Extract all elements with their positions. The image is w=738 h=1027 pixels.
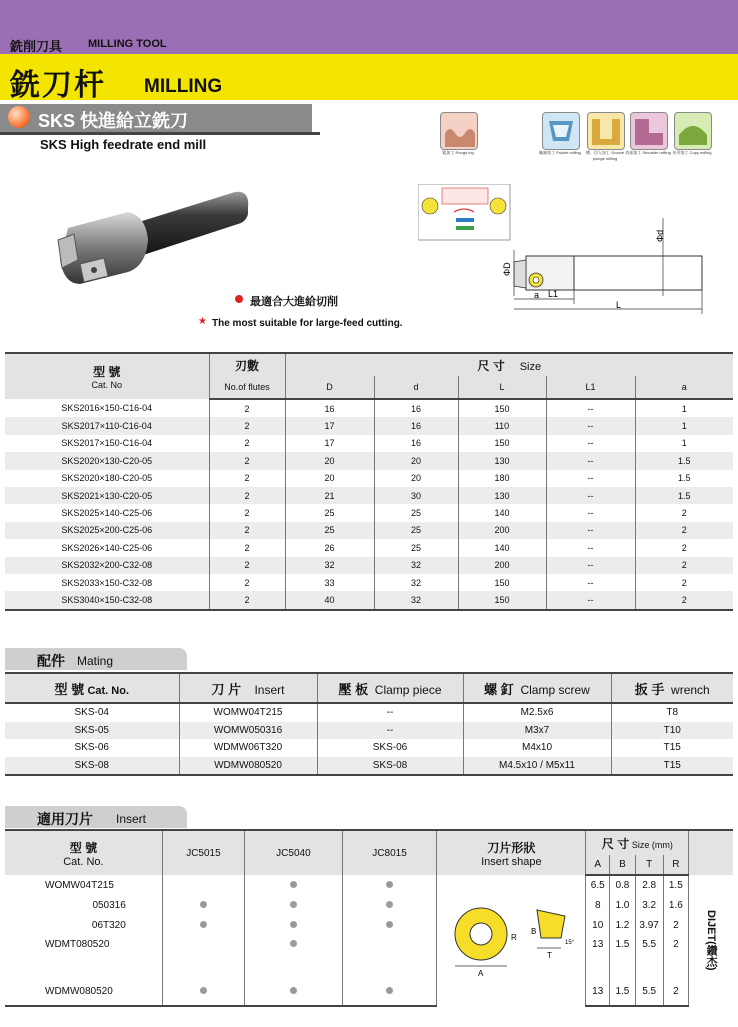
table-row [5,557,733,574]
cell-l1: -- [546,452,635,469]
shape-label-t: T [547,951,553,960]
table-row [5,739,733,757]
col-a: a [635,376,733,399]
cell-model: SKS2032×200-C32-08 [5,557,209,574]
bullet-ball-icon [8,106,30,128]
star-icon: ★ [198,316,207,327]
cell-model: SKS2026×140-C25-06 [5,539,209,556]
cell-d: 16 [374,417,458,434]
subtitle-bar-tip [296,104,312,132]
side-label-head [689,830,733,875]
cell-size-t: 5.5 [635,935,663,977]
cell-model: SKS-08 [5,757,179,776]
cell-size-r: 1.5 [663,875,689,895]
availability-dot-icon [200,921,207,928]
cell-d: 32 [374,591,458,609]
cell-screw: M4.5x10 / M5x11 [463,757,611,776]
cell-l: 150 [458,574,546,591]
cell-size-r: 2 [663,935,689,977]
table-row [5,915,733,935]
cell-grade [245,895,343,915]
cell-flutes: 2 [209,487,285,504]
groove-plunge-milling-icon [587,112,625,150]
cell-l1: -- [546,487,635,504]
insert-col-shape: 刀片形狀 Insert shape [437,830,586,875]
cell-grade [162,977,244,1006]
cell-grade [342,977,437,1006]
cell-grade [162,935,244,977]
cell-size-t: 3.2 [635,895,663,915]
header-band-yellow [0,54,738,100]
cell-flutes: 2 [209,399,285,417]
cell-size-a: 10 [586,915,610,935]
availability-dot-icon [200,987,207,994]
cell-l: 150 [458,399,546,417]
col-d: d [374,376,458,399]
cell-size-a: 13 [586,977,610,1006]
cell-d: 25 [285,504,374,521]
grade-jc5040: JC5040 [245,830,343,875]
shape-label-r: R [511,933,518,942]
size-col-T: T [635,855,663,875]
cell-d: 16 [374,435,458,452]
cell-model: SKS2020×180-C20-05 [5,470,209,487]
cell-l: 130 [458,487,546,504]
cell-flutes: 2 [209,574,285,591]
note-en: The most suitable for large-feed cutting. [212,318,403,329]
availability-dot-icon [290,901,297,908]
label-a: a [534,290,540,300]
table-row [5,875,733,895]
cell-l: 110 [458,417,546,434]
cell-l: 130 [458,452,546,469]
cell-size-r: 2 [663,977,689,1006]
shape-label-angle: 15° [565,940,575,946]
cell-grade [162,915,244,935]
cell-model: SKS2016×150-C16-04 [5,399,209,417]
cell-wrench: T10 [611,722,733,740]
pocket-milling-icon [542,112,580,150]
mating-col-insert: 刀 片 Insert [179,673,317,703]
cell-a: 1 [635,417,733,434]
availability-dot-icon [386,921,393,928]
cell-clamp: SKS-06 [317,739,463,757]
cell-d: 32 [285,557,374,574]
cell-a: 2 [635,574,733,591]
cell-model: SKS2025×140-C25-06 [5,504,209,521]
insert-shape-cell [437,875,586,1006]
cell-a: 2 [635,591,733,609]
table-row [5,539,733,556]
cell-insert: WDMW06T320 [179,739,317,757]
label-L: L [616,300,622,310]
shoulder-milling-icon [630,112,668,150]
side-brand-label [689,875,733,1006]
col-L1: L1 [546,376,635,399]
cell-l1: -- [546,557,635,574]
size-col-A: A [586,855,610,875]
cell-size-r: 1.6 [663,895,689,915]
table-row [5,977,733,1006]
page-title-cn: 銑刀杆 [10,69,106,102]
insert-shape-drawing [441,894,581,984]
size-col-B: B [610,855,636,875]
cell-a: 1.5 [635,487,733,504]
mating-table [5,672,733,776]
cell-d: 26 [285,539,374,556]
op-label: 槽、切入加工 Groove plunge milling [585,150,625,161]
table-row [5,895,733,915]
copy-milling-icon [674,112,712,150]
cell-grade [245,935,343,977]
product-title: SKS 快進給立銑刀 [38,111,189,131]
table-row [5,487,733,504]
cell-a: 2 [635,539,733,556]
cell-flutes: 2 [209,591,285,609]
cell-size-b: 1.5 [610,935,636,977]
cell-l1: -- [546,399,635,417]
cell-a: 2 [635,557,733,574]
cell-screw: M3x7 [463,722,611,740]
cell-d: 25 [374,504,458,521]
cell-insert: WOMW04T215 [179,703,317,722]
cell-d: 17 [285,417,374,434]
table-row [5,452,733,469]
insert-tab: 適用刀片 Insert [5,806,187,828]
mating-tab: 配件 Mating [5,648,187,670]
cell-l1: -- [546,522,635,539]
cell-size-b: 1.0 [610,895,636,915]
table-row [5,591,733,609]
cell-wrench: T15 [611,757,733,776]
brand-label: DIJET(鑽杰) [705,910,718,971]
cell-flutes: 2 [209,452,285,469]
table-row [5,935,733,977]
cell-l: 200 [458,557,546,574]
cell-l1: -- [546,591,635,609]
cell-l: 140 [458,504,546,521]
cell-d: 25 [285,522,374,539]
cell-screw: M4x10 [463,739,611,757]
cell-screw: M2.5x6 [463,703,611,722]
cell-model: 06T320 [91,919,126,931]
cell-d: 21 [285,487,374,504]
cell-d: 17 [285,435,374,452]
cell-size-b: 1.5 [610,977,636,1006]
cell-model: WDMT080520 [45,939,110,950]
table-row [5,470,733,487]
label-phi-D: ΦD [502,262,512,276]
mating-col-screw: 螺 釘 Clamp screw [463,673,611,703]
subtitle-underline [0,132,320,135]
cell-l1: -- [546,574,635,591]
note-cn: 最適合大進給切削 [250,296,338,308]
cell-l1: -- [546,417,635,434]
op-label: 肩部加工 Shoulder milling [625,150,671,155]
cell-grade [342,915,437,935]
cell-size-a: 8 [586,895,610,915]
cell-wrench: T15 [611,739,733,757]
cell-model: SKS-06 [74,742,109,754]
availability-dot-icon [290,921,297,928]
cell-size-a: 6.5 [586,875,610,895]
table-row [5,757,733,776]
cell-model: SKS2017×110-C16-04 [5,417,209,434]
cell-d: 16 [374,399,458,417]
mating-col-clamp: 壓 板 Clamp piece [317,673,463,703]
cell-grade [162,875,244,895]
availability-dot-icon [386,881,393,888]
col-size: 尺 寸 Size [285,353,733,376]
cell-model: SKS-05 [5,722,179,740]
note-bullet-icon [235,295,243,303]
page-title-en: MILLING [144,76,223,97]
cell-model: SKS2017×150-C16-04 [5,435,209,452]
table-row [5,417,733,434]
cell-grade [342,935,437,977]
cell-grade [342,875,437,895]
table-row [5,435,733,452]
cell-model: SKS3040×150-C32-08 [5,591,209,609]
product-title-en: SKS High feedrate end mill [40,137,207,152]
cell-model: SKS2025×200-C25-06 [5,522,209,539]
table-row [5,574,733,591]
cell-size-t: 3.97 [635,915,663,935]
table-row [5,722,733,740]
op-label: 仿形加工 Copy milling [672,150,712,155]
section-title-en: MILLING TOOL [88,38,167,50]
cell-grade [245,977,343,1006]
cell-l: 150 [458,435,546,452]
op-label: 粗加工 Rough ing [442,150,474,155]
grade-jc5015: JC5015 [162,830,244,875]
cell-size-t: 2.8 [635,875,663,895]
table-row [5,703,733,722]
cell-model: WOMW04T215 [45,879,114,891]
cell-grade [245,875,343,895]
cell-model: SKS2021×130-C20-05 [5,487,209,504]
availability-dot-icon [290,940,297,947]
cell-l1: -- [546,539,635,556]
cell-clamp: SKS-08 [317,757,463,776]
cell-a: 1 [635,399,733,417]
cell-d: 40 [285,591,374,609]
availability-dot-icon [386,901,393,908]
mating-col-model: 型 號 Cat. No. [5,673,179,703]
cell-d: 32 [374,557,458,574]
availability-dot-icon [386,987,393,994]
table-row [5,399,733,417]
cell-l: 200 [458,522,546,539]
cell-d: 32 [374,574,458,591]
col-L: L [458,376,546,399]
cell-a: 1.5 [635,452,733,469]
cell-a: 2 [635,522,733,539]
col-D: D [285,376,374,399]
insert-col-model: 型 號 Cat. No. [5,830,162,875]
size-col-R: R [663,855,689,875]
col-flutes-cn: 刃數 [209,353,285,376]
label-L1: L1 [548,289,559,299]
cell-size-b: 0.8 [610,875,636,895]
cell-flutes: 2 [209,522,285,539]
table-row [5,522,733,539]
cell-insert: WOMW050316 [179,722,317,740]
cell-grade [342,895,437,915]
end-mill-photo [50,180,260,300]
cell-model: WDMW080520 [5,977,162,1006]
availability-dot-icon [290,987,297,994]
col-flutes-en: No.of flutes [209,376,285,399]
cell-model: 050316 [92,899,126,911]
cell-grade [162,895,244,915]
cell-l: 180 [458,470,546,487]
cell-size-r: 2 [663,915,689,935]
cell-clamp: -- [317,722,463,740]
cell-flutes: 2 [209,557,285,574]
cell-model: SKS2020×130-C20-05 [5,452,209,469]
mating-col-wrench: 扳 手 wrench [611,673,733,703]
insert-col-size: 尺 寸 Size (mm) [586,830,689,855]
cell-d: 30 [374,487,458,504]
cell-l: 140 [458,539,546,556]
cell-l1: -- [546,470,635,487]
cell-clamp: -- [317,703,463,722]
cell-d: 25 [374,522,458,539]
table-row [5,504,733,521]
cell-l1: -- [546,435,635,452]
shape-label-a: A [478,969,484,978]
cell-d: 33 [285,574,374,591]
technical-drawing [418,184,718,324]
cell-insert: WDMW080520 [179,757,317,776]
cell-flutes: 2 [209,539,285,556]
dimension-table [5,352,733,611]
cell-l1: -- [546,504,635,521]
cell-flutes: 2 [209,417,285,434]
cell-a: 1.5 [635,470,733,487]
cell-l: 150 [458,591,546,609]
insert-table [5,829,733,1007]
rough-milling-icon [440,112,478,150]
cell-d: 20 [285,470,374,487]
cell-flutes: 2 [209,470,285,487]
cell-grade [245,915,343,935]
cell-d: 25 [374,539,458,556]
cell-d: 20 [374,470,458,487]
cell-model: SKS2033×150-C32-08 [5,574,209,591]
cell-model: SKS-04 [74,707,109,719]
col-model: 型 號 Cat. No [5,353,209,399]
cell-flutes: 2 [209,504,285,521]
cell-flutes: 2 [209,435,285,452]
cell-size-a: 13 [586,935,610,977]
cell-a: 2 [635,504,733,521]
availability-dot-icon [290,881,297,888]
cell-size-b: 1.2 [610,915,636,935]
label-phi-d: Φd [655,229,665,242]
cell-wrench: T8 [611,703,733,722]
cell-size-t: 5.5 [635,977,663,1006]
grade-jc8015: JC8015 [342,830,437,875]
op-label: 輪廓加工 Pocket milling [539,150,581,155]
cell-a: 1 [635,435,733,452]
cell-d: 20 [285,452,374,469]
cell-d: 16 [285,399,374,417]
availability-dot-icon [200,901,207,908]
shape-label-b: B [531,927,537,936]
section-title-cn: 銑削刀具 [10,39,63,54]
cell-d: 20 [374,452,458,469]
